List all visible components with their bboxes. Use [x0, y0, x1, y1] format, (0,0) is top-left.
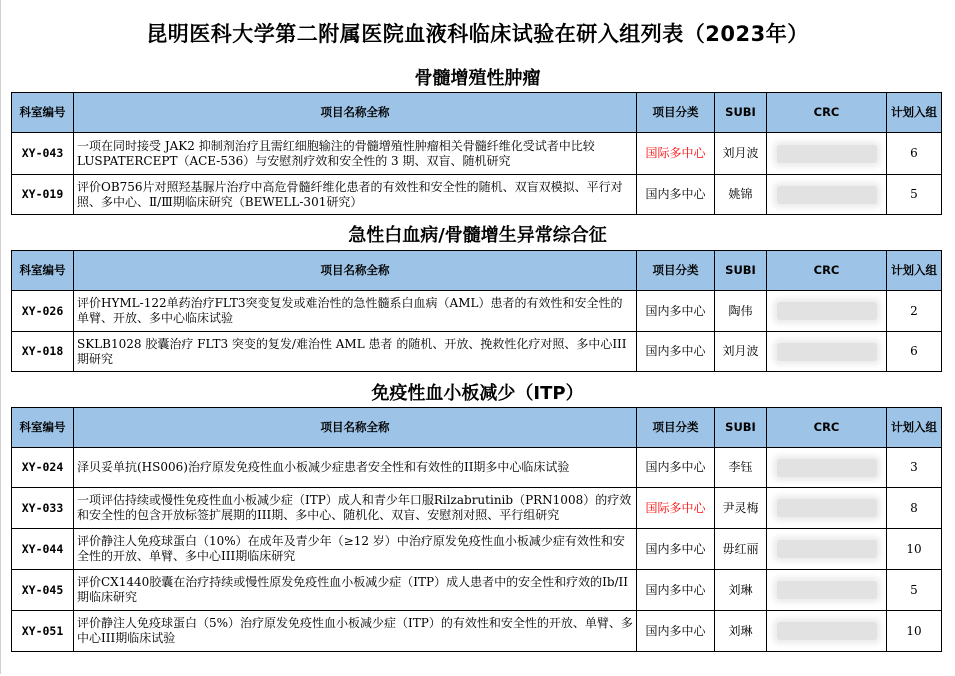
project-category: 国内多中心: [637, 291, 715, 332]
table-row: [12, 291, 942, 332]
project-name: 泽贝妥单抗(HS006)治疗原发免疫性血小板减少症患者安全性和有效性的II期多中心临床试验: [74, 448, 637, 488]
table-row: [12, 175, 942, 215]
table-row: [12, 488, 942, 529]
header-code: 科室编号: [12, 251, 74, 291]
project-name: 评价静注人免疫球蛋白（10%）在成年及青少年（≥12 岁）中治疗原发免疫性血小板减少症有效性和安全性的开放、单臂、多中心III期临床研究: [74, 529, 637, 570]
subi-name: 毋红丽: [715, 529, 767, 570]
project-code: XY-033: [12, 488, 74, 529]
redaction-blur: [777, 302, 877, 320]
subi-name: 刘月波: [715, 332, 767, 372]
project-code: XY-043: [12, 133, 74, 175]
trial-table: [11, 407, 942, 652]
project-category: 国内多中心: [637, 332, 715, 372]
header-subi: SUBI: [715, 408, 767, 448]
redaction-blur: [777, 540, 877, 558]
subi-name: 刘琳: [715, 611, 767, 652]
crc-redacted: [767, 291, 887, 332]
subi-name: 李钰: [715, 448, 767, 488]
planned-enrollment: 10: [887, 529, 942, 570]
header-plan: 计划入组: [887, 408, 942, 448]
header-subi: SUBI: [715, 251, 767, 291]
table-header-row: [12, 93, 942, 133]
subi-name: 尹灵梅: [715, 488, 767, 529]
crc-redacted: [767, 332, 887, 372]
redaction-blur: [777, 145, 877, 163]
crc-redacted: [767, 529, 887, 570]
project-category: 国内多中心: [637, 570, 715, 611]
project-code: XY-018: [12, 332, 74, 372]
project-code: XY-026: [12, 291, 74, 332]
project-name: 评价OB756片对照羟基脲片治疗中高危骨髓纤维化患者的有效性和安全性的随机、双盲双模拟、平行对照、多中心、Ⅱ/Ⅲ期临床研究（BEWELL-301研究）: [74, 175, 637, 215]
table-row: [12, 133, 942, 175]
subi-name: 姚锦: [715, 175, 767, 215]
project-category: 国内多中心: [637, 529, 715, 570]
planned-enrollment: 5: [887, 570, 942, 611]
table-row: [12, 332, 942, 372]
crc-redacted: [767, 488, 887, 529]
header-crc: CRC: [767, 408, 887, 448]
project-name: SKLB1028 胶囊治疗 FLT3 突变的复发/难治性 AML 患者 的随机、开放、挽救性化疗对照、多中心III期研究: [74, 332, 637, 372]
planned-enrollment: 3: [887, 448, 942, 488]
planned-enrollment: 6: [887, 332, 942, 372]
header-category: 项目分类: [637, 251, 715, 291]
project-name: 评价静注人免疫球蛋白（5%）治疗原发免疫性血小板减少症（ITP）的有效性和安全性的开放、单臂、多中心III期临床试验: [74, 611, 637, 652]
crc-redacted: [767, 570, 887, 611]
planned-enrollment: 2: [887, 291, 942, 332]
project-category: 国内多中心: [637, 611, 715, 652]
project-name: 一项评估持续或慢性免疫性血小板减少症（ITP）成人和青少年口服Rilzabrutinib（PRN1008）的疗效和安全性的包含开放标签扩展期的III期、多中心、随机化、双盲、安慰剂对照、平行组研究: [74, 488, 637, 529]
header-code: 科室编号: [12, 93, 74, 133]
project-name: 一项在同时接受 JAK2 抑制剂治疗且需红细胞输注的骨髓增殖性肿瘤相关骨髓纤维化受试者中比较 LUSPATERCEPT（ACE-536）与安慰剂疗效和安全性的 3 期、双盲、随机研究: [74, 133, 637, 175]
redaction-blur: [777, 459, 877, 477]
project-code: XY-045: [12, 570, 74, 611]
subi-name: 陶伟: [715, 291, 767, 332]
redaction-blur: [777, 499, 877, 517]
table-row: [12, 529, 942, 570]
crc-redacted: [767, 175, 887, 215]
project-name: 评价HYML-122单药治疗FLT3突变复发或难治性的急性髓系白血病（AML）患者的有效性和安全性的单臂、开放、多中心临床试验: [74, 291, 637, 332]
project-category: 国内多中心: [637, 448, 715, 488]
table-row: [12, 570, 942, 611]
table-header-row: [12, 408, 942, 448]
trial-table: [11, 92, 942, 215]
header-name: 项目名称全称: [74, 251, 637, 291]
project-code: XY-024: [12, 448, 74, 488]
page-title: 昆明医科大学第二附属医院血液科临床试验在研入组列表（2023年）: [146, 22, 809, 46]
header-category: 项目分类: [637, 93, 715, 133]
section-title: 免疫性血小板减少（ITP）: [371, 383, 584, 404]
crc-redacted: [767, 611, 887, 652]
header-subi: SUBI: [715, 93, 767, 133]
header-name: 项目名称全称: [74, 408, 637, 448]
section-title: 急性白血病/骨髓增生异常综合征: [348, 225, 607, 246]
project-code: XY-044: [12, 529, 74, 570]
header-crc: CRC: [767, 93, 887, 133]
header-plan: 计划入组: [887, 93, 942, 133]
planned-enrollment: 6: [887, 133, 942, 175]
planned-enrollment: 8: [887, 488, 942, 529]
table-row: [12, 448, 942, 488]
redaction-blur: [777, 186, 877, 204]
project-category: 国际多中心: [637, 133, 715, 175]
planned-enrollment: 10: [887, 611, 942, 652]
project-code: XY-051: [12, 611, 74, 652]
crc-redacted: [767, 448, 887, 488]
project-category: 国际多中心: [637, 488, 715, 529]
redaction-blur: [777, 622, 877, 640]
table-header-row: [12, 251, 942, 291]
crc-redacted: [767, 133, 887, 175]
subi-name: 刘琳: [715, 570, 767, 611]
header-code: 科室编号: [12, 408, 74, 448]
subi-name: 刘月波: [715, 133, 767, 175]
header-plan: 计划入组: [887, 251, 942, 291]
redaction-blur: [777, 581, 877, 599]
project-category: 国内多中心: [637, 175, 715, 215]
redaction-blur: [777, 343, 877, 361]
trial-table: [11, 250, 942, 372]
header-name: 项目名称全称: [74, 93, 637, 133]
header-category: 项目分类: [637, 408, 715, 448]
section-title: 骨髓增殖性肿瘤: [414, 68, 541, 89]
table-row: [12, 611, 942, 652]
project-name: 评价CX1440胶囊在治疗持续或慢性原发免疫性血小板减少症（ITP）成人患者中的安全性和疗效的Ib/II期临床研究: [74, 570, 637, 611]
header-crc: CRC: [767, 251, 887, 291]
project-code: XY-019: [12, 175, 74, 215]
planned-enrollment: 5: [887, 175, 942, 215]
